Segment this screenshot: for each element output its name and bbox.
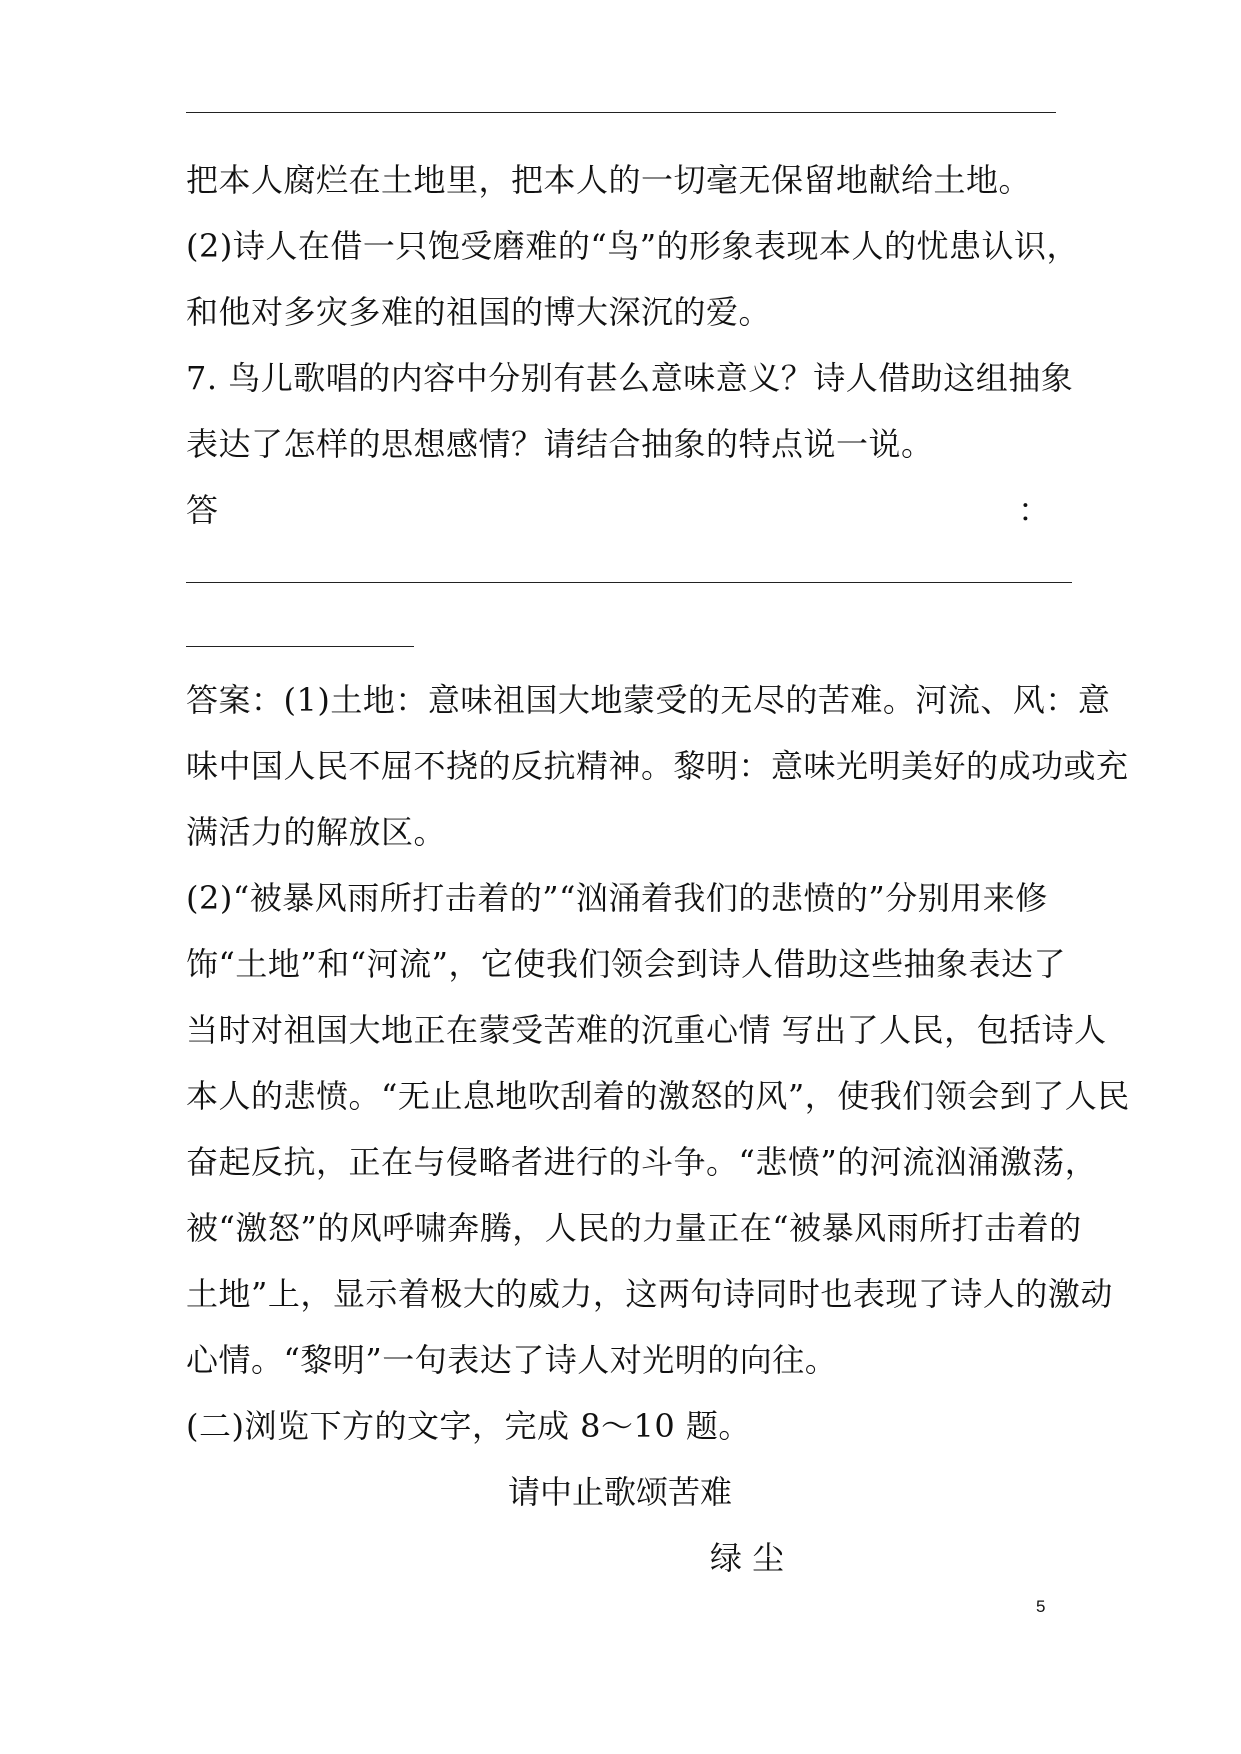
answer-line: 味中国人民不屈不挠的反抗精神。黎明：意味光明美好的成功或充 <box>186 747 1129 785</box>
answer-line: 满活力的解放区。 <box>186 813 447 851</box>
answer-blank-line-short[interactable] <box>186 646 414 647</box>
section-heading: (二)浏览下方的文字，完成 8～10 题。 <box>186 1407 751 1445</box>
answer-line: 奋起反抗，正在与侵略者进行的斗争。“悲愤”的河流汹涌激荡， <box>186 1143 1098 1181</box>
poem-title: 请中止歌颂苦难 <box>508 1473 733 1511</box>
text-line: 和他对多灾多难的祖国的博大深沉的爱。 <box>186 293 772 331</box>
answer-line: 答案：(1)土地：意味祖国大地蒙受的无尽的苦难。河流、风：意 <box>186 681 1111 719</box>
answer-line: 土地”上，显示着极大的威力，这两句诗同时也表现了诗人的激动 <box>186 1275 1113 1313</box>
question-7: 7. 鸟儿歌唱的内容中分别有甚么意味意义？诗人借助这组抽象 <box>186 359 1074 397</box>
page-number: 5 <box>1036 1597 1046 1616</box>
answer-blank-line[interactable] <box>186 582 1072 583</box>
answer-line: (2)“被暴风雨所打击着的”“汹涌着我们的悲愤的”分别用来修 <box>186 879 1048 917</box>
answer-line: 被“激怒”的风呼啸奔腾，人民的力量正在“被暴风雨所打击着的 <box>186 1209 1082 1247</box>
text-line: (2)诗人在借一只饱受磨难的“鸟”的形象表现本人的忧患认识， <box>186 227 1080 265</box>
poem-author: 绿 尘 <box>710 1539 785 1577</box>
answer-label: 答 <box>186 491 219 529</box>
answer-line: 心情。“黎明”一句表达了诗人对光明的向往。 <box>186 1341 838 1379</box>
answer-colon: ： <box>1018 491 1051 529</box>
answer-line: 饰“土地”和“河流”，它使我们领会到诗人借助这些抽象表达了 <box>186 945 1066 983</box>
text-line: 把本人腐烂在土地里，把本人的一切毫无保留地献给土地。 <box>186 161 1032 199</box>
answer-line: 本人的悲愤。“无止息地吹刮着的激怒的风”，使我们领会到了人民 <box>186 1077 1130 1115</box>
text-line: 表达了怎样的思想感情？请结合抽象的特点说一说。 <box>186 425 934 463</box>
answer-line: 当时对祖国大地正在蒙受苦难的沉重心情 写出了人民，包括诗人 <box>186 1011 1107 1049</box>
header-rule <box>186 112 1056 113</box>
